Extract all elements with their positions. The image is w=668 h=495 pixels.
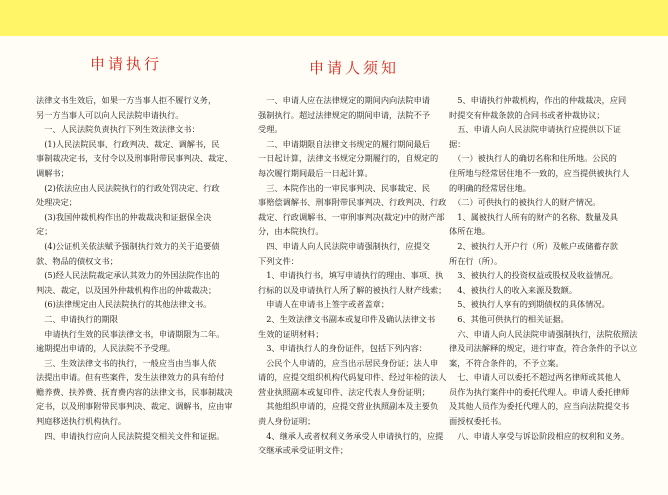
text-line: 2、被执行人开户行（所）及帐户或储蓄存款	[449, 240, 618, 251]
text-line: 款、物品的债权文书；	[36, 255, 118, 266]
text-line: 体所在地。	[449, 226, 490, 237]
text-line: 生效的证明材料；	[258, 328, 324, 339]
text-line: 据：	[449, 138, 466, 149]
text-line: 面授权委托书。	[449, 416, 507, 427]
text-line: 1、申请执行书，填写申请执行的理由、事项、执	[258, 270, 444, 281]
top-yellow-band	[0, 0, 668, 36]
text-line: 4、被执行人的收入来源及数额。	[449, 284, 578, 295]
text-line: 其他组织申请的，应提交营业执照副本及主要负	[258, 401, 439, 412]
text-line: 受理。	[258, 124, 283, 135]
text-line: 5、被执行人享有的到期债权的具体情况。	[449, 299, 610, 310]
text-line: 四、申请人向人民法院申请强制执行，应提交	[258, 240, 430, 251]
text-line: 一、人民法院负责执行下列生效法律文书：	[36, 124, 200, 135]
text-line: 五、申请人向人民法院申请执行应提供以下证	[449, 124, 621, 135]
text-line: (1)人民法院民事、行政判决、裁定、调解书，民	[36, 138, 220, 149]
text-line: 下列文件：	[258, 255, 299, 266]
text-line: (5)经人民法院裁定承认其效力的外国法院作出的	[36, 270, 220, 281]
text-line: 律及司法解释的规定，进行审查，符合条件的予以立	[449, 343, 638, 354]
text-line: 3、申请执行人的身份证件，包括下列内容：	[258, 343, 427, 354]
text-line: 判决、裁定，以及国外仲裁机构作出的仲裁裁决；	[36, 284, 217, 295]
text-line: 三、生效法律文书的执行，一般应当由当事人依	[36, 357, 217, 368]
title-applicant-notice: 申请人须知	[309, 59, 400, 77]
text-line: 二、申请执行的期限	[36, 313, 118, 324]
text-line: 每次履行期间最后一日起计算。	[258, 167, 373, 178]
title-apply-execution: 申请执行	[90, 55, 163, 73]
text-line: 案，不符合条件的，不予立案。	[449, 357, 564, 368]
text-line: 责人身份证明；	[258, 416, 316, 427]
text-line: 法律文书生效后，如果一方当事人拒不履行义务，	[36, 95, 217, 105]
text-line: 另一方当事人可以向人民法院申请执行。	[36, 109, 184, 120]
text-line: (3)我国仲裁机构作出的仲裁裁决和证据保全决	[36, 211, 212, 222]
text-line: 请的，应提交组织机构代码复印件、经过年检的法人	[258, 372, 447, 383]
text-line: （二）可供执行的被执行人的财产情况。	[449, 197, 601, 208]
text-line: 2、生效法律文书副本或复印件及确认法律文书	[258, 313, 436, 324]
text-line: 赡养费、扶养费、抚育费内容的法律文书，民事制裁决	[36, 386, 233, 397]
text-line: 6、其他可供执行的相关证据。	[449, 313, 569, 324]
text-line: 住所地与经常居住地不一致的，应当提供被执行人	[449, 167, 630, 178]
text-line: 裁定、行政调解书、一审刑事判决(裁定)中的财产部	[258, 211, 445, 222]
text-line: 逾期提出申请的，人民法院不予受理。	[36, 343, 176, 354]
text-line: 及其他人员作为委托代理人的，应当向法院提交书	[449, 401, 630, 412]
text-line: 申请执行生效的民事法律文书，申请期限为二年。	[36, 328, 225, 339]
text-line: 七、申请人可以委托不超过两名律师或其他人	[449, 372, 621, 383]
text-line: 分，由本院执行。	[258, 226, 324, 237]
text-line: 八、申请人享受与诉讼阶段相应的权利和义务。	[449, 430, 630, 441]
column-middle-text	[258, 93, 446, 458]
text-line: 事赔偿调解书、刑事附带民事判决、行政判决、行政	[258, 197, 447, 208]
text-line: （一）被执行人的确切名称和住所地。公民的	[449, 153, 617, 164]
text-line: 强制执行。超过法律规定的期间申请，法院不予	[258, 109, 430, 120]
text-line: 员作为执行案件中的委托代理人。申请人委托律师	[449, 386, 630, 397]
text-line: 5、申请执行仲裁机构，作出的仲裁裁决，应同	[449, 95, 627, 105]
text-line: 交继承或承受证明文件；	[258, 445, 349, 456]
text-line: 二、申请期限自法律文书规定的履行期间最后	[258, 138, 430, 149]
text-line: 三、本院作出的一审民事判决、民事裁定、民	[258, 182, 430, 193]
text-line: 事制裁决定书，支付令以及刑事附带民事判决、裁定、	[36, 153, 233, 164]
text-line: 申请人在申请书上签字或者盖章；	[258, 299, 390, 310]
text-line: (4)公证机关依法赋予强制执行效力的关于追要债	[36, 240, 220, 251]
text-line: 处理决定；	[36, 197, 77, 208]
text-line: 1、属被执行人所有的财产的名称、数量及具	[449, 211, 618, 222]
text-line: 四、申请执行应向人民法院提交相关文件和证据。	[36, 430, 225, 441]
text-line: 3、被执行人的投资权益或股权及收益情况。	[449, 270, 618, 281]
text-line: (2)依法应由人民法院执行的行政处罚决定、行政	[36, 182, 220, 193]
text-line: 法提出申请。但有些案件，发生法律效力的具有给付	[36, 372, 225, 383]
text-line: 调解书；	[36, 167, 69, 178]
text-line: 时提交有仲裁条款的合同书或者仲裁协议；	[449, 109, 605, 120]
text-line: 六、申请人向人民法院申请强制执行，法院依照法	[449, 328, 638, 339]
text-line: 定；	[36, 226, 53, 237]
text-line: 行标的以及申请执行人所了解的被执行人财产线索；	[258, 284, 447, 295]
text-line: 定书，以及刑事附带民事判决、裁定、调解书，应由审	[36, 401, 233, 412]
text-line: 判庭移送执行机构执行。	[36, 416, 127, 427]
column-left-text	[36, 93, 233, 443]
text-line: (6)法律规定由人民法院执行的其他法律文书。	[36, 299, 212, 310]
text-line: 一日起计算，法律文书规定分期履行的，自规定的	[258, 153, 439, 164]
text-line: 营业执照副本或复印件、法定代表人身份证明；	[258, 386, 430, 397]
text-line: 一、申请人应在法律规定的期间内向法院申请	[258, 95, 430, 105]
text-line: 4、继承人或者权利义务承受人申请执行的，应提	[258, 430, 444, 441]
text-line: 的明确的经常居住地。	[449, 182, 531, 193]
text-line: 公民个人申请的，应当出示居民身份证；法人申	[258, 357, 439, 368]
column-right-text	[449, 93, 637, 443]
text-line: 所在行（所）。	[449, 255, 503, 266]
